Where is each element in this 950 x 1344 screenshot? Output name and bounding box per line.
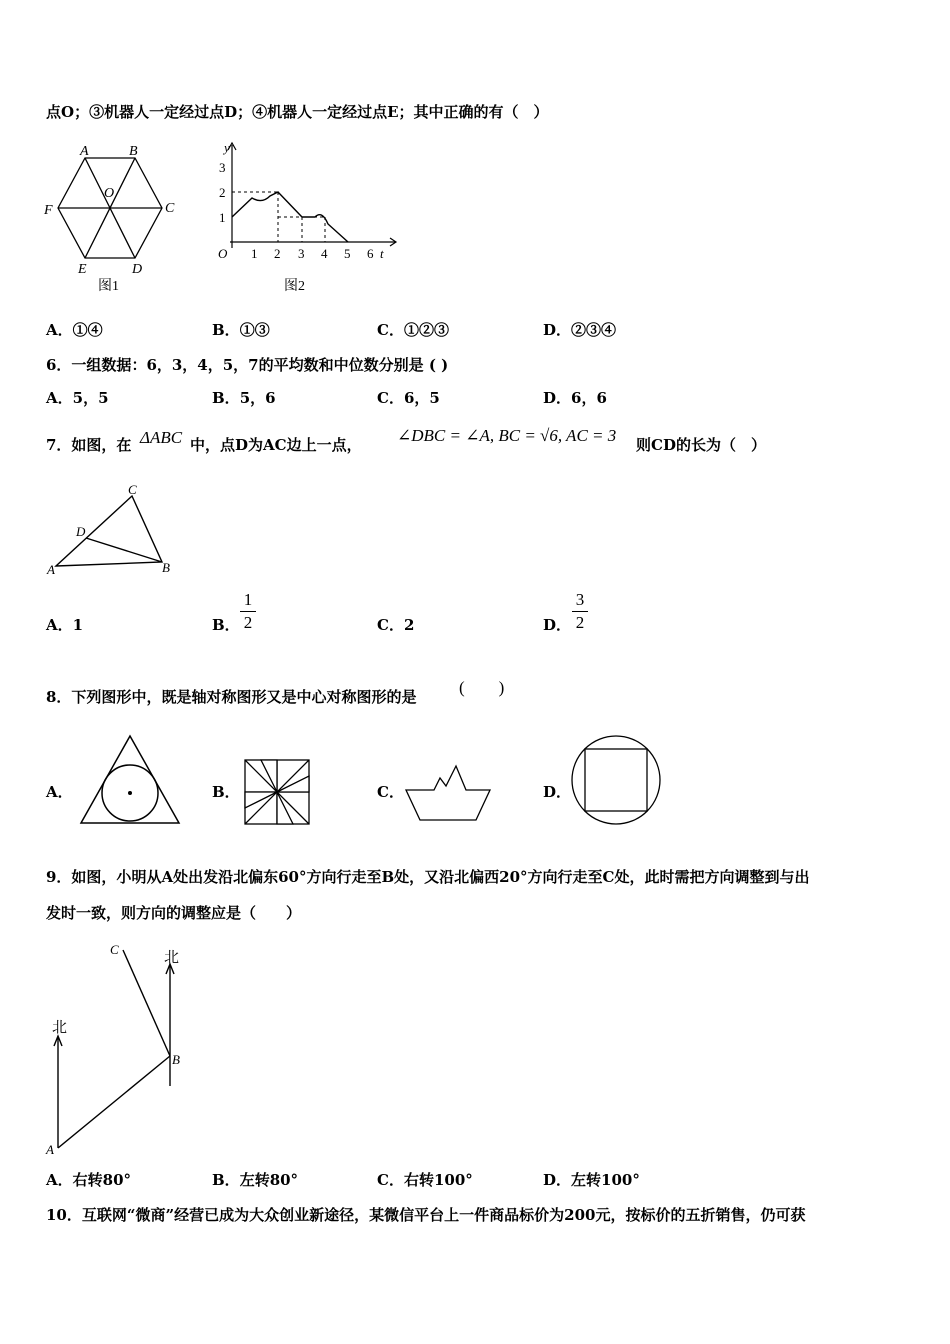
q7-option-b-fraction: 1 2 — [240, 591, 256, 632]
graph-x-tick: 6 — [367, 246, 374, 261]
q5-figure2-graph — [210, 140, 400, 300]
q9-option-d[interactable]: D．左转100° — [543, 1171, 640, 1189]
q7-stem-part2: 中，点D为AC边上一点， — [190, 436, 362, 454]
q8-figure-c-boat — [404, 762, 494, 824]
q5-option-b[interactable]: B．①③ — [212, 321, 270, 339]
q9-north-label-b: 北 — [164, 950, 180, 966]
q8-figure-a-triangle-circle — [78, 732, 182, 827]
q9-label-c: C — [110, 942, 119, 957]
graph-y-label: y — [224, 140, 230, 155]
q9-option-c[interactable]: C．右转100° — [377, 1171, 473, 1189]
graph-y-tick: 3 — [219, 160, 226, 175]
q7-option-d-fraction: 3 2 — [572, 591, 588, 632]
q7-label-d: D — [76, 524, 86, 539]
q5-stem-tail: 点O；③机器人一定经过点D；④机器人一定经过点E；其中正确的有（ ） — [46, 103, 549, 121]
figure2-caption: 图2 — [284, 279, 305, 294]
hex-label-d: D — [132, 262, 143, 277]
q7-option-a[interactable]: A．1 — [46, 616, 84, 634]
q6-option-b[interactable]: B．5，6 — [212, 389, 276, 407]
q7-label-b: B — [162, 560, 170, 575]
q7-figure-triangle — [44, 480, 184, 580]
q7-label-a: A — [47, 562, 55, 577]
graph-origin: O — [218, 246, 228, 261]
q8-option-c[interactable]: C． — [377, 783, 404, 801]
graph-y-tick: 1 — [219, 210, 226, 225]
q5-option-c[interactable]: C．①②③ — [377, 321, 449, 339]
graph-x-label: t — [380, 246, 384, 261]
q6-option-c[interactable]: C．6，5 — [377, 389, 440, 407]
hex-label-o: O — [104, 186, 115, 201]
hex-label-b: B — [129, 144, 138, 159]
graph-x-tick: 1 — [251, 246, 258, 261]
q7-stem-part1: 7．如图，在 — [46, 436, 132, 454]
q9-option-a[interactable]: A．右转80° — [46, 1171, 132, 1189]
q9-label-b: B — [172, 1052, 180, 1067]
q8-option-b[interactable]: B． — [212, 783, 240, 801]
hex-label-a: A — [80, 144, 89, 159]
hex-label-e: E — [78, 262, 87, 277]
q6-option-a[interactable]: A．5，5 — [46, 389, 109, 407]
q9-label-a: A — [46, 1142, 54, 1157]
q7-condition: ∠DBC = ∠A, BC = √6, AC = 3 — [397, 426, 617, 445]
hex-label-f: F — [44, 203, 53, 218]
q5-option-d[interactable]: D．②③④ — [543, 321, 617, 339]
q7-label-c: C — [128, 482, 137, 497]
q10-stem-line1: 10．互联网“微商”经营已成为大众创业新途径，某微信平台上一件商品标价为200元，按标价的五折销售，仍可获 — [46, 1206, 806, 1224]
q8-figure-b-pinwheel — [242, 757, 312, 827]
q8-figure-d-circle-square — [568, 735, 664, 827]
q7-triangle: ΔABC — [140, 428, 183, 447]
q8-stem: 8．下列图形中，既是轴对称图形又是中心对称图形的是 — [46, 688, 417, 706]
q9-stem-line2: 发时一致，则方向的调整应是（ ） — [46, 904, 302, 922]
q6-stem: 6．一组数据：6，3，4，5，7的平均数和中位数分别是 ( ) — [46, 356, 449, 374]
q7-option-b[interactable]: B． — [212, 616, 240, 634]
q8-option-d[interactable]: D． — [543, 783, 572, 801]
q9-option-b[interactable]: B．左转80° — [212, 1171, 299, 1189]
q7-option-d[interactable]: D． — [543, 616, 572, 634]
q8-option-a[interactable]: A． — [46, 783, 73, 801]
q5-option-a[interactable]: A．①④ — [46, 321, 103, 339]
q7-stem-part3: 则CD的长为（ ） — [636, 436, 766, 454]
q8-paren: ( ) — [459, 678, 505, 697]
q7-option-c[interactable]: C．2 — [377, 616, 415, 634]
graph-x-tick: 5 — [344, 246, 351, 261]
graph-x-tick: 2 — [274, 246, 281, 261]
q9-figure-directions — [40, 938, 200, 1158]
graph-x-tick: 3 — [298, 246, 305, 261]
q6-option-d[interactable]: D．6，6 — [543, 389, 607, 407]
q9-north-label-a: 北 — [52, 1020, 68, 1036]
graph-y-tick: 2 — [219, 185, 226, 200]
graph-x-tick: 4 — [321, 246, 328, 261]
figure1-caption: 图1 — [98, 279, 119, 294]
q5-figure1-hexagon — [40, 140, 190, 300]
q9-stem-line1: 9．如图，小明从A处出发沿北偏东60°方向行走至B处，又沿北偏西20°方向行走至C处，此时需把方向调整到与出 — [46, 868, 810, 886]
hex-label-c: C — [165, 201, 175, 216]
